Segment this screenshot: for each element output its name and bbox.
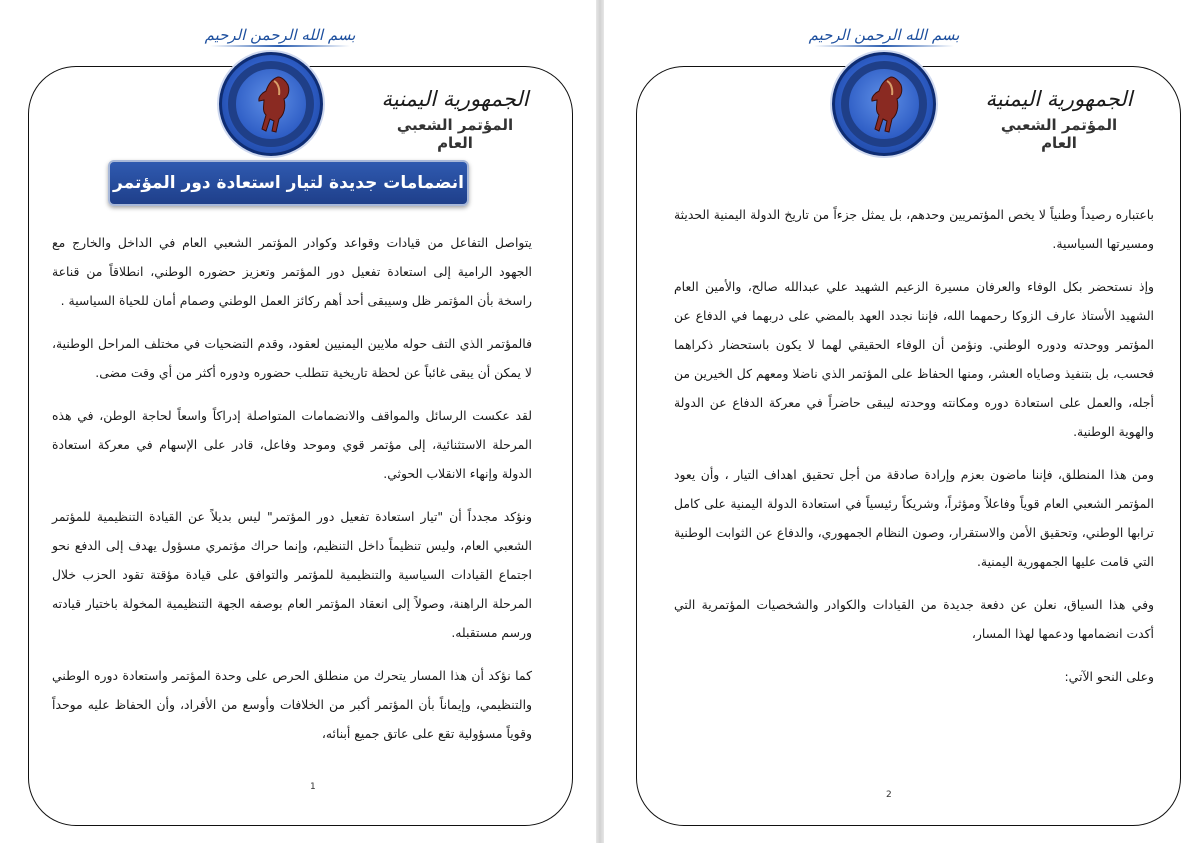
paragraph: وفي هذا السياق، نعلن عن دفعة جديدة من القيادات والكوادر والشخصيات المؤتمرية التي أكدت انضمامها ودعمها لهذا المسار، (674, 597, 1154, 641)
document-page-1 (0, 0, 596, 843)
org-header (984, 86, 1134, 152)
basmala-calligraphy: بسم الله الرحمن الرحيم (804, 26, 964, 47)
paragraph: يتواصل التفاعل من قيادات وقواعد وكوادر المؤتمر الشعبي العام في الداخل والخارج مع الجهود الرامية إلى استعادة تفعيل دور المؤتمر وتعزيز حضوره الوطني، انطلاقاً من قناعة راسخة بأن المؤتمر ظل وسيبقى أحد أهم ركائز العمل الوطني وصمام أمان للحياة السياسية . (52, 235, 532, 308)
paragraph: وعلى النحو الآتي: (1064, 669, 1154, 684)
paragraph: لقد عكست الرسائل والمواقف والانضمامات المتواصلة إدراكاً واسعاً لحاجة الوطن، في هذه المرحلة الاستثنائية، إلى مؤتمر قوي وموحد وفاعل، قادر على الإسهام في معركة استعادة الدولة وإنهاء الانقلاب الحوثي. (52, 408, 532, 481)
paragraph: فالمؤتمر الذي التف حوله ملايين اليمنيين لعقود، وقدم التضحيات في مختلف المراحل الوطنية، لا يمكن أن يبقى غائباً عن لحظة تاريخية تتطلب حضوره ودوره أكثر من أي وقت مضى. (52, 336, 532, 380)
republic-calligraphy: الجمهورية اليمنية (985, 87, 1133, 111)
paragraph: باعتباره رصيداً وطنياً لا يخص المؤتمريين وحدهم، بل يمثل جزءاً من تاريخ الدولة اليمنية الحديثة ومسيرتها السياسية. (674, 207, 1154, 251)
paragraph: وإذ نستحضر بكل الوفاء والعرفان مسيرة الزعيم الشهيد علي عبدالله صالح، والأمين العام الشهيد الأستاذ عارف الزوكا رحمهما الله، فإننا نجدد العهد بالمضي على دربهما في الدفاع عن المؤتمر ووحدته ودوره الوطني. ونؤمن أن الوفاء الحقيقي لهما لا يكون باستحضار ذكراهما فحسب، بل بتنفيذ وصاياه العشر، ومنها الحفاظ على المؤتمر الذي ناضلا ومعهم كل الخيرين من أجله، والعمل على استعادة دوره ومكانته ووحدته ليبقى حاضراً في معركة الدفاع عن الدولة والهوية الوطنية. (674, 279, 1154, 439)
page2-body (674, 200, 1154, 705)
party-logo-horse-icon (832, 52, 936, 156)
document-page-2 (604, 0, 1200, 843)
basmala-calligraphy: بسم الله الرحمن الرحيم (200, 26, 360, 47)
party-name: المؤتمر الشعبي العام (396, 116, 514, 152)
page-number: 2 (886, 790, 892, 800)
party-name: المؤتمر الشعبي العام (1000, 116, 1118, 152)
page1-body (52, 228, 532, 762)
paragraph: كما نؤكد أن هذا المسار يتحرك من منطلق الحرص على وحدة المؤتمر واستعادة دوره الوطني والتنظيمي، وإيماناً بأن المؤتمر أكبر من الخلافات وأوسع من الأفراد، وأن الحفاظ عليه موحداً وقوياً مسؤولية تقع على عاتق جميع أبنائه، (52, 668, 532, 741)
org-header (380, 86, 530, 152)
page-number: 1 (310, 782, 316, 792)
republic-calligraphy: الجمهورية اليمنية (381, 87, 529, 111)
paragraph: ونؤكد مجدداً أن "تيار استعادة تفعيل دور المؤتمر" ليس بديلاً عن القيادة التنظيمية للمؤتمر الشعبي العام، وليس تنظيماً داخل التنظيم، وإنما حراك مؤتمري مسؤول يهدف إلى الدفع نحو اجتماع القيادات السياسية والتنظيمية للمؤتمر والتوافق على قيادة مؤقتة تقود الحزب خلال المرحلة الراهنة، وصولاً إلى انعقاد المؤتمر العام بوصفه الجهة التنظيمية المخولة باختيار قيادته ورسم مستقبله. (52, 509, 532, 640)
horse-icon (244, 73, 300, 137)
headline-banner: انضمامات جديدة لتيار استعادة دور المؤتمر (108, 160, 469, 206)
page-divider (596, 0, 604, 843)
paragraph: ومن هذا المنطلق، فإننا ماضون بعزم وإرادة صادقة من أجل تحقيق اهداف التيار ، وأن يعود المؤتمر الشعبي العام قوياً وفاعلاً ومؤثراً، وشريكاً رئيسياً في استعادة الدولة اليمنية على كامل ترابها الوطني، وتحقيق الأمن والاستقرار، وصون النظام الجمهوري، والدفاع عن الثوابت الوطنية التي قامت عليها الجمهورية اليمنية. (674, 467, 1154, 569)
party-logo-horse-icon (219, 52, 323, 156)
horse-icon (857, 73, 913, 137)
